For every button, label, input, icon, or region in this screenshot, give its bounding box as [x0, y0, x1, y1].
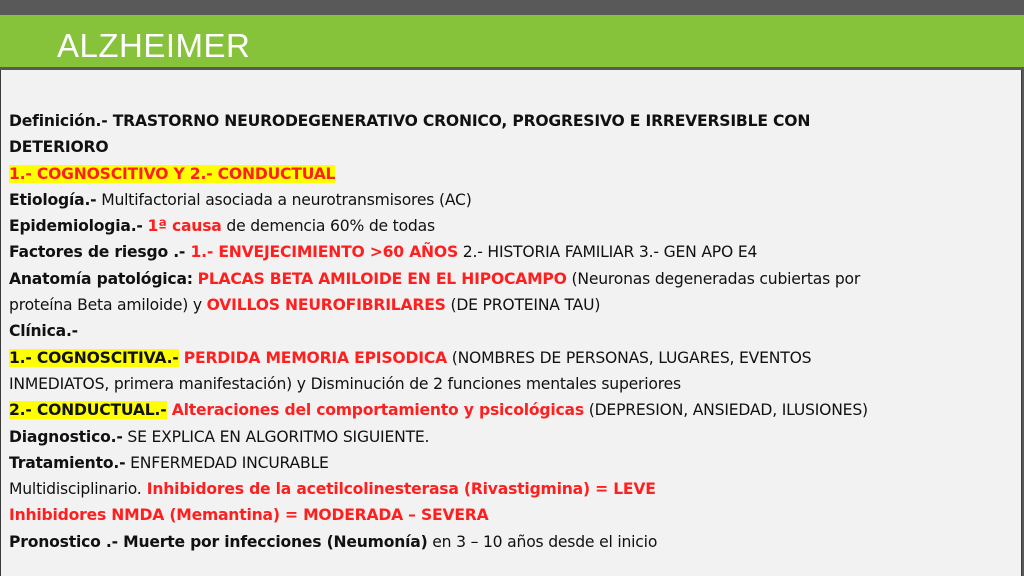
clinica-1-text-2: INMEDIATOS, primera manifestación) y Disminución de 2 funciones mentales superiores	[9, 374, 681, 393]
epidemiologia-line	[9, 213, 1009, 239]
clinica-label: Clínica.-	[9, 322, 78, 341]
clinica-1-line-2	[9, 371, 1009, 397]
tratamiento-multi-line	[9, 476, 1009, 502]
anatomia-line-2	[9, 292, 1009, 318]
epidemiologia-label: Epidemiologia.-	[9, 217, 143, 236]
factores-label: Factores de riesgo	[9, 243, 168, 262]
definicion-line-3	[9, 161, 1009, 187]
pronostico-line	[9, 529, 1009, 555]
tratamiento-multi: Multidisciplinario.	[9, 480, 142, 499]
tratamiento-multi-highlight: Inhibidores de la acetilcolinesterasa (Rivastigmina) = LEVE	[141, 480, 656, 499]
clinica-2-line	[9, 397, 1009, 423]
definicion-label: Definición.-	[9, 112, 108, 130]
anatomia-highlight-1: PLACAS BETA AMILOIDE EN EL HIPOCAMPO	[197, 269, 567, 288]
anatomia-text-3: (DE PROTEINA TAU)	[445, 296, 601, 315]
clinica-line	[9, 318, 1009, 344]
diagnostico-text: SE EXPLICA EN ALGORITMO SIGUIENTE.	[122, 427, 430, 446]
clinica-2-text: (DEPRESION, ANSIEDAD, ILUSIONES)	[583, 401, 868, 420]
factores-line	[9, 239, 1009, 265]
content-lines	[9, 108, 1009, 555]
epidemiologia-highlight: 1ª causa	[147, 217, 222, 236]
etiologia-line	[9, 187, 1009, 213]
pronostico-text: en 3 – 10 años desde el inicio	[427, 532, 658, 551]
diagnostico-label: Diagnostico.-	[9, 427, 123, 446]
content-panel	[0, 70, 1022, 576]
slide-title: ALZHEIMER	[57, 27, 251, 64]
clinica-1-highlight: PERDIDA MEMORIA EPISODICA	[178, 348, 447, 367]
diagnostico-line	[9, 424, 1009, 450]
definicion-text-2: DETERIORO	[9, 138, 109, 157]
anatomia-text-2: proteína Beta amiloide) y	[9, 296, 207, 315]
clinica-1-text: (NOMBRES DE PERSONAS, LUGARES, EVENTOS	[446, 348, 812, 367]
pronostico-label: Pronostico .- Muerte por infecciones (Neumonía)	[9, 532, 428, 551]
etiologia-label: Etiología.-	[9, 190, 97, 209]
clinica-1-line	[9, 345, 1009, 371]
tratamiento-line	[9, 450, 1009, 476]
anatomia-line-1	[9, 266, 1009, 292]
epidemiologia-text: de demencia 60% de todas	[221, 217, 435, 236]
definicion-line-1	[9, 108, 1009, 134]
tratamiento-text: ENFERMEDAD INCURABLE	[125, 453, 329, 472]
definicion-text-1: TRASTORNO NEURODEGENERATIVO CRONICO, PROGRESIVO E IRREVERSIBLE CON	[107, 112, 811, 130]
clinica-2-label: 2.- CONDUCTUAL.-	[9, 401, 167, 420]
tratamiento-nmda: Inhibidores NMDA (Memantina) = MODERADA – SEVERA	[9, 506, 489, 525]
anatomia-highlight-2: OVILLOS NEUROFIBRILARES	[206, 296, 446, 315]
tratamiento-nmda-line	[9, 502, 1009, 528]
anatomia-label: Anatomía patológica:	[9, 269, 193, 288]
factores-sep: .-	[167, 243, 191, 262]
tratamiento-label: Tratamiento.-	[9, 453, 126, 472]
factores-text: 2.- HISTORIA FAMILIAR 3.- GEN APO E4	[458, 243, 758, 262]
clinica-2-highlight: Alteraciones del comportamiento y psicológicas	[166, 401, 584, 420]
definicion-line-2	[9, 134, 1009, 160]
anatomia-text-1: (Neuronas degeneradas cubiertas por	[566, 269, 861, 288]
etiologia-text: Multifactorial asociada a neurotransmisores (AC)	[96, 190, 472, 209]
clinica-1-label: 1.- COGNOSCITIVA.-	[9, 348, 179, 367]
definicion-text-3: 1.- COGNOSCITIVO Y 2.- CONDUCTUAL	[9, 164, 336, 183]
factores-highlight: 1.- ENVEJECIMIENTO >60 AÑOS	[190, 243, 458, 262]
